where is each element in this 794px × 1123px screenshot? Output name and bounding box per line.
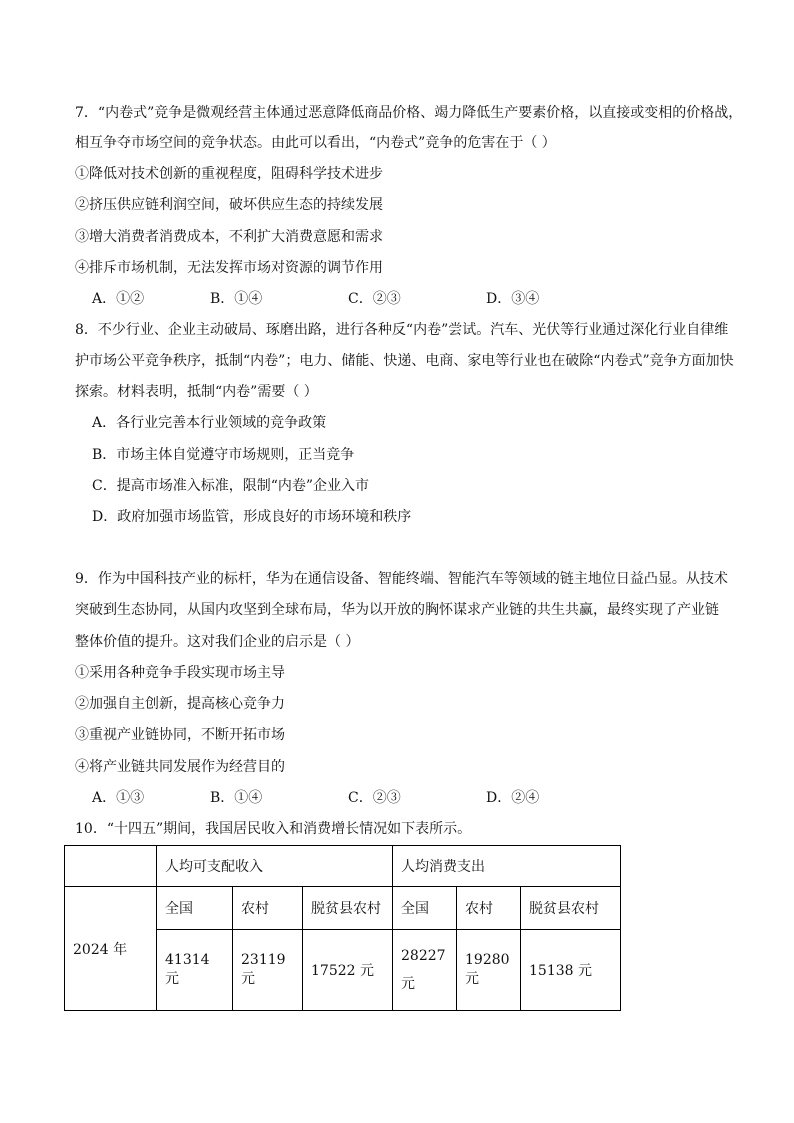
q9-option-a[interactable]: A．①③: [92, 790, 145, 806]
q8-stem-line-2: 护市场公平竞争秩序，抵制“内卷”；电力、储能、快递、电商、家电等行业也在破除“内卷式”竞争方面加快: [75, 353, 734, 369]
value-consumption-rural: 19280 元: [457, 930, 521, 1011]
q9-statement-1: ①采用各种竞争手段实现市场主导: [75, 665, 285, 681]
q9-stem-line-3: 整体价值的提升。这对我们企业的启示是（ ）: [75, 634, 360, 650]
header-consumption-expenditure: 人均消费支出: [393, 846, 621, 887]
q10-stem-line-1: 10．“十四五”期间，我国居民收入和消费增长情况如下表所示。: [75, 821, 472, 837]
q8-option-d[interactable]: D．政府加强市场监管，形成良好的市场环境和秩序: [92, 509, 412, 525]
header-disposable-income: 人均可支配收入: [157, 846, 393, 887]
value-consumption-poverty-county: 15138 元: [521, 930, 621, 1011]
value-income-poverty-county: 17522 元: [303, 930, 393, 1011]
subheader-income-rural: 农村: [233, 887, 303, 930]
subheader-consumption-national: 全国: [393, 887, 457, 930]
q7-stem-line-1: 7．“内卷式”竞争是微观经营主体通过恶意降低商品价格、竭力降低生产要素价格，以直接或变相的价格战，: [75, 105, 743, 121]
subheader-consumption-poverty-county: 脱贫县农村: [521, 887, 621, 930]
subheader-income-national: 全国: [157, 887, 233, 930]
income-consumption-table: [64, 845, 621, 1011]
q9-statement-3: ③重视产业链协同，不断开拓市场: [75, 727, 285, 743]
subheader-income-poverty-county: 脱贫县农村: [303, 887, 393, 930]
q9-option-b[interactable]: B．①④: [210, 790, 263, 806]
q7-option-c[interactable]: C．②③: [348, 291, 401, 307]
table-corner-cell: [65, 846, 157, 887]
q9-statement-4: ④将产业链共同发展作为经营目的: [75, 759, 285, 775]
q7-option-b[interactable]: B．①④: [210, 291, 263, 307]
value-income-rural: 23119 元: [233, 930, 303, 1011]
q7-option-d[interactable]: D．③④: [486, 291, 540, 307]
q8-option-a[interactable]: A．各行业完善本行业领域的竞争政策: [92, 415, 327, 431]
q9-stem-line-1: 9．作为中国科技产业的标杆，华为在通信设备、智能终端、智能汽车等领域的链主地位日益凸显。从技术: [75, 571, 728, 587]
row-label-year: 2024 年: [65, 887, 157, 1011]
q8-option-c[interactable]: C．提高市场准入标准，限制“内卷”企业入市: [92, 478, 370, 494]
q7-option-a[interactable]: A．①②: [92, 291, 145, 307]
q9-statement-2: ②加强自主创新，提高核心竞争力: [75, 696, 285, 712]
q7-statement-2: ②挤压供应链利润空间，破坏供应生态的持续发展: [75, 197, 383, 213]
subheader-consumption-rural: 农村: [457, 887, 521, 930]
q7-stem-line-2: 相互争夺市场空间的竞争状态。由此可以看出，“内卷式”竞争的危害在于（ ）: [75, 135, 556, 151]
value-consumption-national: 28227 元: [393, 930, 457, 1011]
q9-option-d[interactable]: D．②④: [486, 790, 540, 806]
q9-stem-line-2: 突破到生态协同，从国内攻坚到全球布局，华为以开放的胸怀谋求产业链的共生共赢，最终实现了产业链: [75, 602, 719, 618]
q7-statement-3: ③增大消费者消费成本，不利扩大消费意愿和需求: [75, 229, 383, 245]
q7-statement-4: ④排斥市场机制，无法发挥市场对资源的调节作用: [75, 260, 383, 276]
q9-option-c[interactable]: C．②③: [348, 790, 401, 806]
q7-statement-1: ①降低对技术创新的重视程度，阻碍科学技术进步: [75, 166, 383, 182]
q8-stem-line-3: 探索。材料表明，抵制“内卷”需要（ ）: [75, 384, 318, 400]
value-income-national: 41314 元: [157, 930, 233, 1011]
q8-stem-line-1: 8．不少行业、企业主动破局、琢磨出路，进行各种反“内卷”尝试。汽车、光伏等行业通过深化行业自律维: [75, 322, 729, 338]
q8-option-b[interactable]: B．市场主体自觉遵守市场规则，正当竞争: [92, 447, 355, 463]
table-header-row: [65, 846, 621, 887]
table-subheader-row: [65, 887, 621, 930]
